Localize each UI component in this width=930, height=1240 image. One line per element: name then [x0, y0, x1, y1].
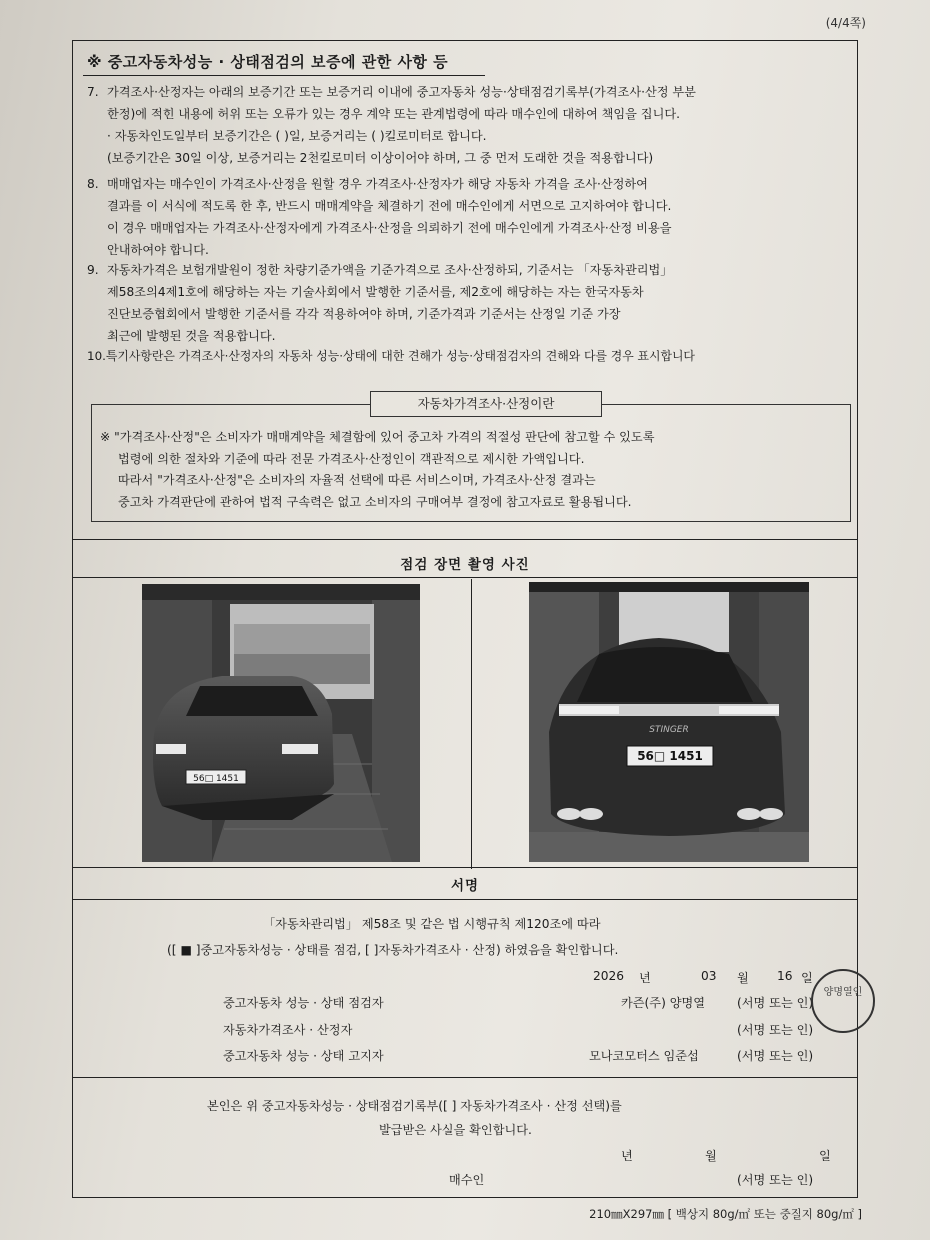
item-7-line-4: (보증기간은 30일 이상, 보증거리는 2천킬로미터 이상이어야 하며, 그 중 먼저 도래한 것을 적용합니다) [107, 151, 654, 165]
notifier-name: 모나코모터스 임준섭 [589, 1049, 699, 1063]
price-info-line-2: 법령에 의한 절차와 기준에 따라 전문 가격조사·산정인이 객관적으로 제시한 가액입니다. [118, 451, 585, 466]
inspector-sign: (서명 또는 인) [737, 996, 814, 1010]
section-title: ※ 중고자동차성능 · 상태점검의 보증에 관한 사항 등 [87, 53, 449, 71]
price-info-box-text [100, 427, 654, 513]
rear-plate-text: 56□ 1451 [637, 749, 703, 763]
rear-inspection-photo [529, 582, 809, 862]
price-info-line-3: 따라서 "가격조사·산정"은 소비자의 자율적 선택에 따른 서비스이며, 가격조사·산정 결과는 [118, 473, 596, 487]
item-8 [87, 173, 847, 261]
item-7-number: 7. [87, 85, 99, 99]
item-7 [87, 81, 847, 169]
notifier-role: 중고자동차 성능 · 상태 고지자 [223, 1049, 384, 1063]
buyer-label: 매수인 [449, 1173, 485, 1187]
form-frame [72, 40, 863, 1198]
confirmation-line: ([ ■ ]중고자동차성능 · 상태를 점검, [ ]자동차가격조사 · 산정) 하였음을 확인합니다. [167, 943, 619, 957]
sign-year-label: 년 [639, 971, 651, 985]
item-10-number: 10. [87, 349, 106, 363]
price-info-line-1: ※ "가격조사·산정"은 소비자가 매매계약을 체결함에 있어 중고차 가격의 적절성 판단에 참고할 수 있도록 [100, 430, 655, 444]
signature-section-title: 서명 [450, 878, 480, 894]
buyer-sign: (서명 또는 인) [737, 1173, 814, 1187]
page-number: (4/4쪽) [825, 16, 866, 30]
notifier-sign: (서명 또는 인) [737, 1049, 814, 1063]
item-7-line-2: 한정)에 적힌 내용에 허위 또는 오류가 있는 경우 계약 또는 관계법령에 따라 매수인에 대하여 책임을 집니다. [107, 107, 680, 121]
signature-section-top-rule [73, 867, 857, 868]
price-info-box [91, 396, 851, 522]
photo-divider [471, 579, 472, 869]
inspector-name: 카즌(주) 양명열 [621, 996, 706, 1010]
buyer-confirm-line-1: 본인은 위 중고자동차성능 · 상태점검기록부([ ] 자동차가격조사 · 산정 선택)를 [207, 1099, 622, 1113]
item-9 [87, 259, 847, 347]
buyer-year-label: 년 [621, 1149, 633, 1163]
paper-spec-footer: 210㎜X297㎜ [ 백상지 80g/㎡ 또는 중질지 80g/㎡ ] [589, 1207, 862, 1221]
photo-section-title-rule [73, 577, 857, 578]
inspector-role: 중고자동차 성능 · 상태 점검자 [223, 996, 384, 1010]
buyer-day-label: 일 [819, 1149, 831, 1163]
price-info-line-4: 중고차 가격판단에 관하여 법적 구속력은 없고 소비자의 구매여부 결정에 참고자료로 활용됩니다. [118, 494, 632, 509]
law-reference-line: 「자동차관리법」 제58조 및 같은 법 시행규칙 제120조에 따라 [263, 917, 601, 931]
photo-section-top-rule [73, 539, 857, 540]
buyer-confirm-line-2: 발급받은 사실을 확인합니다. [379, 1123, 532, 1137]
sign-year-value: 2026 [593, 969, 625, 983]
photo-section-title: 점검 장면 촬영 사진 [400, 557, 530, 573]
item-7-line-1: 가격조사·산정자는 아래의 보증기간 또는 보증거리 이내에 중고자동차 성능·상태점검기록부(가격조사·산정 부분 [107, 85, 696, 99]
item-8-number: 8. [87, 177, 99, 191]
buyer-section-top-rule [73, 1077, 857, 1078]
item-9-line-2: 제58조의4제1호에 해당하는 자는 기술사회에서 발행한 기준서를, 제2호에 해당하는 자는 한국자동차 [107, 285, 644, 299]
section-title-underline [83, 75, 485, 76]
item-8-line-1: 매매업자는 매수인이 가격조사·산정을 원할 경우 가격조사·산정자가 해당 자동차 가격을 조사·산정하여 [107, 177, 648, 191]
item-10-line-1: 특기사항란은 가격조사·산정자의 자동차 성능·상태에 대한 견해가 성능·상태점검자의 견해와 다를 경우 표시합니다 [105, 349, 695, 363]
signature-section-title-rule [73, 899, 857, 900]
front-plate-text: 56□ 1451 [193, 774, 239, 784]
sign-day-label: 일 [801, 971, 813, 985]
price-info-box-title: 자동차가격조사·산정이란 [370, 391, 602, 417]
item-10 [87, 345, 847, 367]
appraiser-sign: (서명 또는 인) [737, 1023, 814, 1037]
item-9-line-1: 자동차가격은 보험개발원이 정한 차량기준가액을 기준가격으로 조사·산정하되, 기준서는 「자동차관리법」 [107, 263, 673, 277]
item-8-line-2: 결과를 이 서식에 적도록 한 후, 반드시 매매계약을 체결하기 전에 매수인에게 서면으로 고지하여야 합니다. [107, 199, 672, 213]
front-car-illustration [142, 584, 420, 862]
item-9-line-3: 진단보증협회에서 발행한 기준서를 각각 적용하여야 하며, 기준가격과 기준서는 산정일 기준 가장 [107, 307, 621, 321]
item-8-line-3: 이 경우 매매업자는 가격조사·산정자에게 가격조사·산정을 의뢰하기 전에 매수인에게 가격조사·산정 비용을 [107, 221, 672, 235]
item-9-line-4: 최근에 발행된 것을 적용합니다. [107, 329, 276, 343]
front-inspection-photo [142, 584, 420, 862]
rear-badge-text: STINGER [649, 725, 689, 735]
sign-day-value: 16 [777, 969, 793, 983]
item-8-line-4: 안내하여야 합니다. [107, 243, 209, 257]
buyer-month-label: 월 [705, 1149, 717, 1163]
appraiser-role: 자동차가격조사 · 산정자 [223, 1023, 353, 1037]
item-9-number: 9. [87, 263, 99, 277]
sign-month-label: 월 [737, 971, 749, 985]
sign-month-value: 03 [701, 969, 717, 983]
item-7-line-3: · 자동차인도일부터 보증기간은 ( )일, 보증거리는 ( )킬로미터로 합니다. [107, 129, 487, 143]
rear-car-illustration [529, 582, 809, 862]
inspector-seal-stamp: 양명열인 [811, 969, 875, 1033]
